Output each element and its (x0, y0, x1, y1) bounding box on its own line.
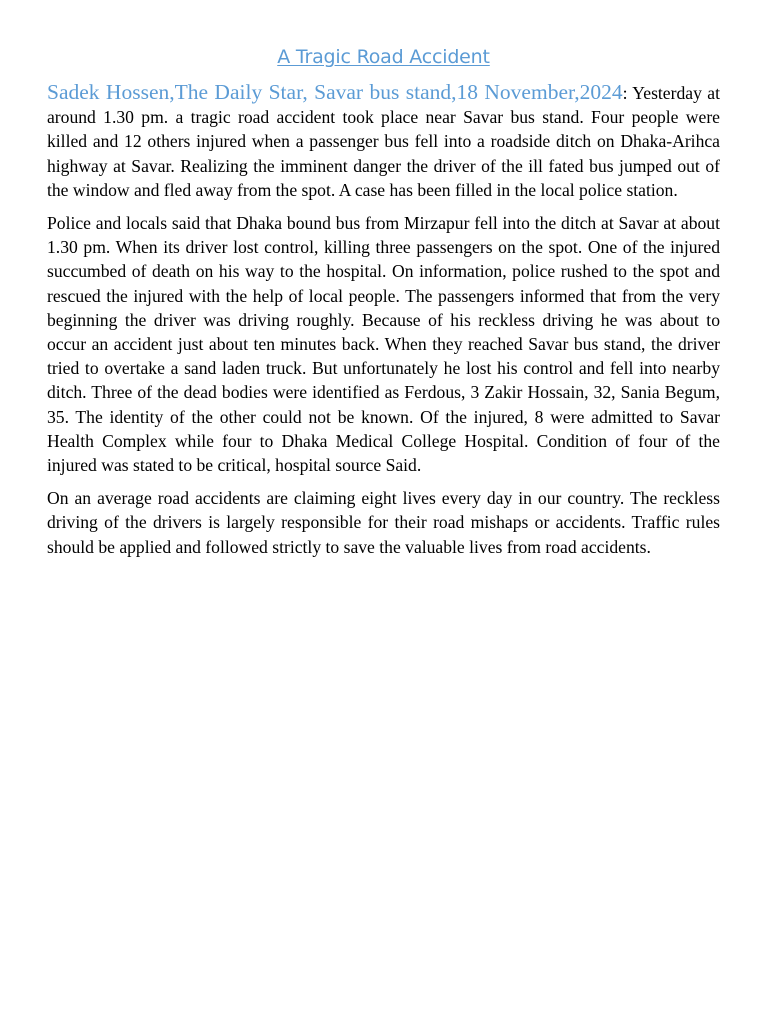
paragraph-1-body: Yesterday at around 1.30 pm. a tragic road accident took place near Savar bus stand. Four people were killed and 12 others injured when a passenger bus fell into a roadside ditch on Dhaka-Arihca highway at Savar. Realizing the imminent danger the driver of the ill fated bus jumped out of the window and fled away from the spot. A case has been filled in the local police station. (47, 83, 720, 200)
article-byline: Sadek Hossen,The Daily Star, Savar bus stand,18 November,2024 (47, 80, 623, 104)
document-page (47, 44, 720, 568)
byline-separator: : (622, 83, 628, 103)
paragraph-2: Police and locals said that Dhaka bound bus from Mirzapur fell into the ditch at Savar at about 1.30 pm. When its driver lost control, killing three passengers on the spot. One of the injured succumbed of death on his way to the hospital. On information, police rushed to the spot and rescued the injured with the help of local people. The passengers informed that from the very beginning the driver was driving roughly. Because of his reckless driving he was about to occur an accident just about ten minutes back. When they reached Savar bus stand, the driver tried to overtake a sand laden truck. But unfortunately he lost his control and fell into nearby ditch. Three of the dead bodies were identified as Ferdous, 3 Zakir Hossain, 32, Sania Begum, 35. The identity of the other could not be known. Of the injured, 8 were admitted to Savar Health Complex while four to Dhaka Medical College Hospital. Condition of four of the injured was stated to be critical, hospital source Said. (47, 213, 720, 476)
paragraph-1 (47, 80, 720, 202)
paragraph-3: On an average road accidents are claiming eight lives every day in our country. The reckless driving of the drivers is largely responsible for their road mishaps or accidents. Traffic rules should be applied and followed strictly to save the valuable lives from road accidents. (47, 488, 720, 557)
article-title: A Tragic Road Accident (277, 46, 490, 68)
